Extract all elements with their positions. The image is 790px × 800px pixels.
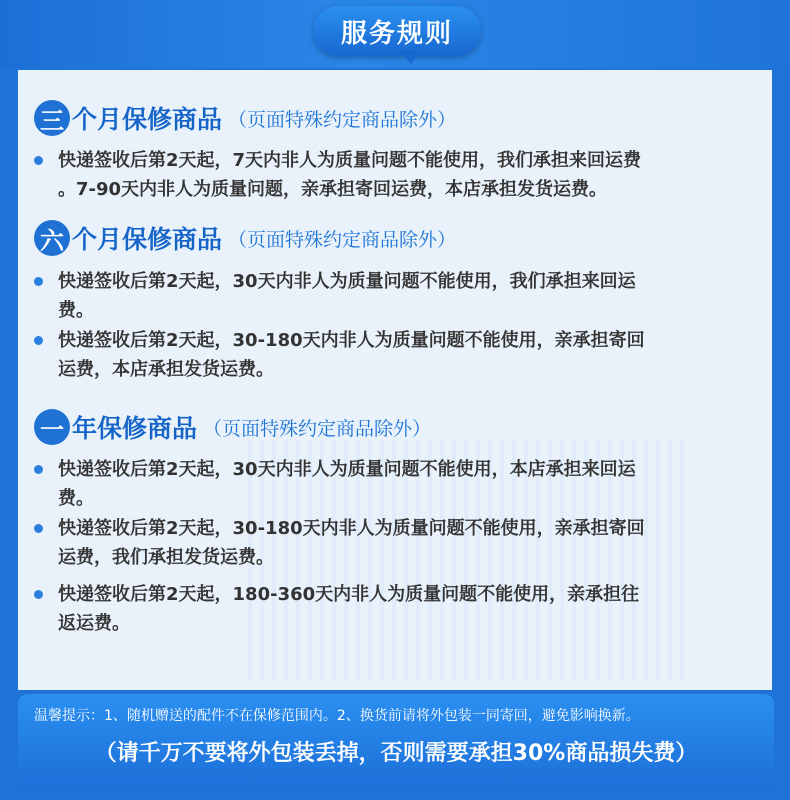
- rule-line: 返运费。: [58, 613, 130, 634]
- page-title: 服务规则: [340, 18, 453, 49]
- rule-line: 。7-90天内非人为质量问题，亲承担寄回运费，本店承担发货运费。: [58, 179, 608, 200]
- rule-line: 运费，我们承担发货运费。: [58, 547, 274, 568]
- section-badge: 六: [34, 220, 70, 256]
- speech-tail-icon: [399, 50, 421, 64]
- rule-line: 快递签收后第2天起，30-180天内非人为质量问题不能使用，亲承担寄回: [58, 330, 645, 351]
- section-header-1-year: [34, 409, 431, 445]
- rule-line: 快递签收后第2天起，30天内非人为质量问题不能使用，本店承担来回运: [58, 459, 636, 480]
- section-note: （页面特殊约定商品除外）: [228, 228, 457, 251]
- bullet-icon: [34, 524, 43, 533]
- rule-item: [58, 146, 748, 204]
- tip-box: [18, 694, 774, 790]
- rule-line: 运费，本店承担发货运费。: [58, 359, 274, 380]
- rule-line: 快递签收后第2天起，30-180天内非人为质量问题不能使用，亲承担寄回: [58, 518, 645, 539]
- section-badge: 三: [34, 100, 70, 136]
- section-header-3-months: [34, 100, 456, 136]
- rule-item: [58, 326, 748, 384]
- rule-item: [58, 580, 748, 638]
- section-title: 个月保修商品: [72, 225, 223, 254]
- bullet-icon: [34, 465, 43, 474]
- rule-item: [58, 514, 748, 572]
- section-title: 年保修商品: [72, 414, 198, 443]
- section-title: 个月保修商品: [72, 105, 223, 134]
- rule-item: [58, 455, 748, 513]
- rule-line: 快递签收后第2天起，7天内非人为质量问题不能使用，我们承担来回运费: [58, 150, 642, 171]
- warning-text: （请千万不要将外包装丢掉，否则需要承担30%商品损失费）: [94, 741, 698, 766]
- rule-line: 快递签收后第2天起，180-360天内非人为质量问题不能使用，亲承担往: [58, 584, 640, 605]
- rule-line: 费。: [58, 300, 94, 321]
- title-bubble: [313, 6, 481, 56]
- tip-text: 温馨提示：1、随机赠送的配件不在保修范围内。2、换货前请将外包装一同寄回，避免影响换新。: [34, 708, 640, 724]
- rule-line: 费。: [58, 488, 94, 509]
- rule-line: 快递签收后第2天起，30天内非人为质量问题不能使用，我们承担来回运: [58, 271, 636, 292]
- rule-item: [58, 267, 748, 325]
- bullet-icon: [34, 590, 43, 599]
- bullet-icon: [34, 336, 43, 345]
- bullet-icon: [34, 277, 43, 286]
- section-note: （页面特殊约定商品除外）: [228, 108, 457, 131]
- section-header-6-months: [34, 220, 456, 256]
- section-note: （页面特殊约定商品除外）: [203, 417, 432, 440]
- bullet-icon: [34, 156, 43, 165]
- section-badge: 一: [34, 409, 70, 445]
